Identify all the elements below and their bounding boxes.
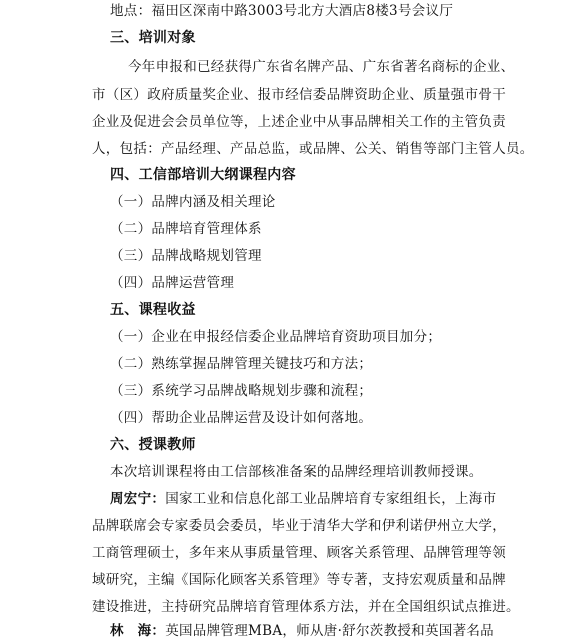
section6-intro: 本次培训课程将由工信部核准备案的品牌经理培训教师授课。 <box>110 464 483 480</box>
teacher2-name: 林 海： <box>110 623 166 639</box>
teacher1-line: 品牌联席会专家委员会委员，毕业于清华大学和伊利诺伊州立大学， <box>92 518 506 534</box>
location-line: 地点：福田区深南中路3003号北方大酒店8楼3号会议厅 <box>110 3 454 19</box>
teacher1-first-line <box>110 490 496 508</box>
teacher1-line: 域研究，主编《国际化顾客关系管理》等专著，支持宏观质量和品牌 <box>92 572 506 588</box>
section3-line: 人，包括：产品经理、产品总监，或品牌、公关、销售等部门主管人员。 <box>92 141 534 157</box>
section3-line: 企业及促进会会员单位等，上述企业中从事品牌相关工作的主管负责 <box>92 114 506 130</box>
section3-line: 今年申报和已经获得广东省名牌产品、广东省著名商标的企业、 <box>128 59 515 75</box>
teacher2-text: 英国品牌管理MBA，师从唐·舒尔茨教授和英国著名品 <box>165 623 494 639</box>
teacher1-name: 周宏宁： <box>110 491 166 507</box>
section5-item: （三）系统学习品牌战略规划步骤和流程； <box>110 383 373 399</box>
teacher2-first-line <box>110 622 494 640</box>
section5-item: （一）企业在申报经信委企业品牌培育资助项目加分； <box>110 329 442 345</box>
section4-heading: 四、工信部培训大纲课程内容 <box>110 167 296 183</box>
section4-item: （一）品牌内涵及相关理论 <box>110 194 276 210</box>
teacher1-text: 国家工业和信息化部工业品牌培育专家组组长，上海市 <box>165 491 497 507</box>
teacher1-line: 工商管理硕士，多年来从事质量管理、顾客关系管理、品牌管理等领 <box>92 545 506 561</box>
section5-item: （二）熟练掌握品牌管理关键技巧和方法； <box>110 356 373 372</box>
section4-item: （四）品牌运营管理 <box>110 275 235 291</box>
section3-line: 市（区）政府质量奖企业、报市经信委品牌资助企业、质量强市骨干 <box>92 87 506 103</box>
section3-heading: 三、培训对象 <box>110 30 196 46</box>
section5-heading: 五、课程收益 <box>110 302 196 318</box>
section4-item: （二）品牌培育管理体系 <box>110 221 262 237</box>
section4-item: （三）品牌战略规划管理 <box>110 248 262 264</box>
section6-heading: 六、授课教师 <box>110 437 196 453</box>
teacher1-line: 建设推进，主持研究品牌培育管理体系方法，并在全国组织试点推进。 <box>92 599 520 615</box>
section5-item: （四）帮助企业品牌运营及设计如何落地。 <box>110 410 373 426</box>
